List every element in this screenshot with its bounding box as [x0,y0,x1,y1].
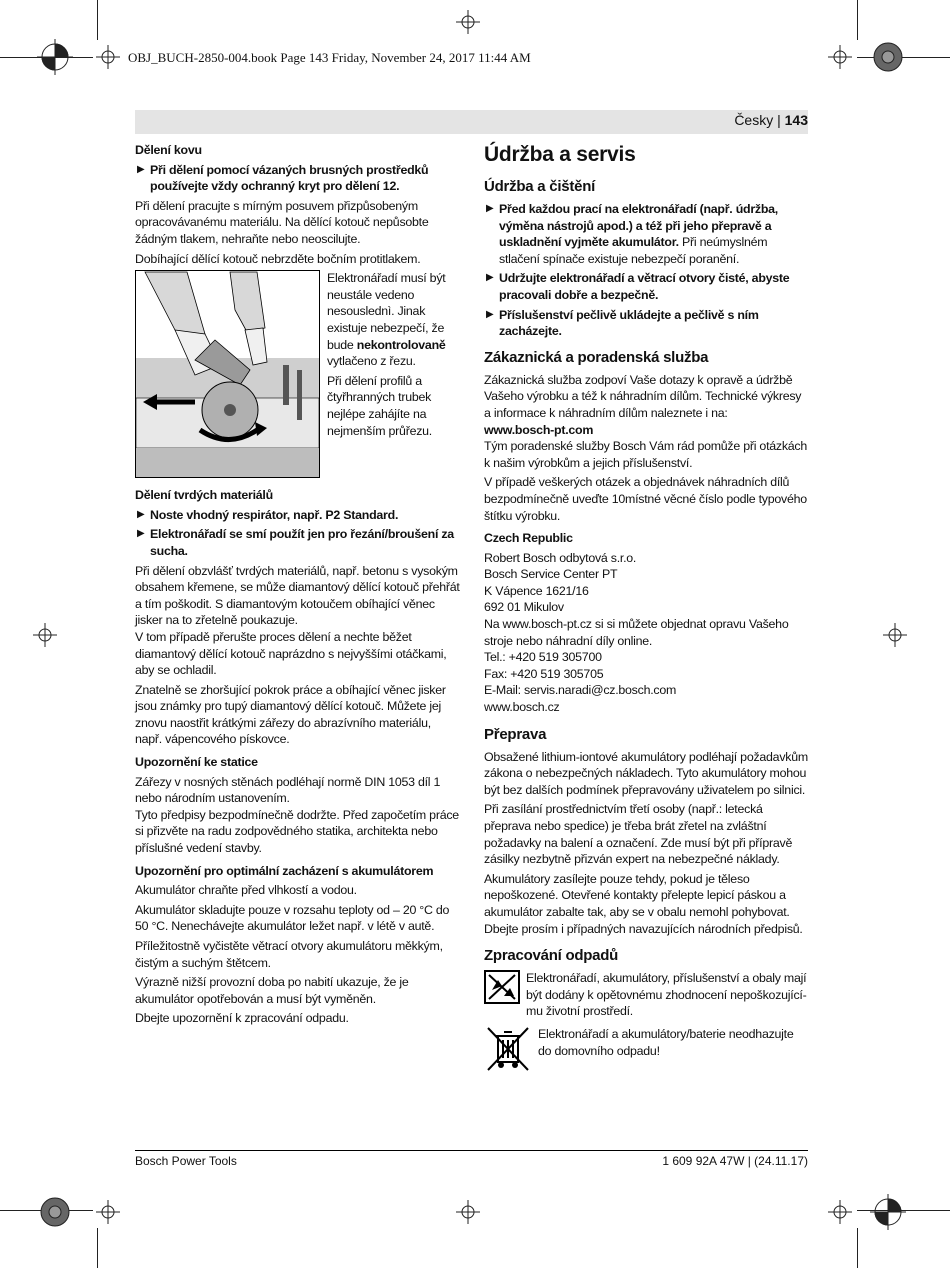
address-company: Robert Bosch odbytová s.r.o. [484,550,637,565]
transport-text-3: Akumulátory zasílejte pouze tehdy, pokud je těleso nepoškozené. Otevřené kontakty přelepte lepicí páskou a akumulátor zabalte tak, aby se v obalu nemohl pohybovat. [484,871,790,919]
accessories-bullet [484,307,808,340]
recycling-symbol-icon [484,970,520,1004]
hard-materials-text-2: V tom případě přerušte proces dělení a nechte běžet diamantový dělící kotouč naprázdno s nejvyššími otáčkami, aby se ochladil. [135,629,447,678]
registration-cross-icon [456,10,480,34]
footer-company: Bosch Power Tools [135,1154,237,1168]
bullet-triangle-icon: ▶ [137,163,145,175]
online-order-text: Na www.bosch-pt.cz si si můžete objednat opravu Vašeho stroje nebo náhradní díly online. [484,617,789,648]
color-wheel-icon [874,43,902,71]
dry-cutting-bullet [135,526,460,559]
country-heading: Czech Republic [484,531,573,546]
recycling-row [484,970,808,1020]
cutting-illustration [135,270,320,478]
metal-cutting-heading: Dělení kovu [135,143,202,157]
transport-heading: Přeprava [484,725,547,743]
bullet-text: Elektronářadí se smí použít jen pro řezání/broušení za sucha. [150,527,454,558]
left-column [135,142,460,1030]
bullet-triangle-icon: ▶ [486,272,494,284]
bullet-text: Při neúmyslném stlačení spínače existuje nebezpečí poranění. [499,235,768,266]
maintenance-cleaning-heading: Údržba a čištění [484,178,596,195]
footer-doc-number: 1 609 92A 47W | (24.11.17) [662,1154,808,1168]
registration-target-icon [37,39,73,75]
statics-heading: Upozornění ke statice [135,755,258,770]
bullet-triangle-icon: ▶ [137,528,145,540]
statics-text: Zářezy v nosných stěnách podléhají normě DIN 1053 díl 1 nebo národním ustanovením. [135,774,441,806]
bullet-triangle-icon: ▶ [486,308,494,320]
guide-tool-text-bold: nekontrolovaně [356,337,446,352]
color-wheel-icon [41,1198,69,1226]
registration-cross-icon [96,1200,120,1224]
metal-cutting-text-2: Dobíhající dělící kotouč nebrzděte bočním protitlakem. [135,251,421,266]
bullet-text: Příslušenství pečlivě ukládejte a pečlivě s ním zacházejte. [499,307,759,339]
no-household-waste-text: Elektronářadí a akumulátory/baterie neodhazujte do domovního odpadu! [538,1026,794,1058]
print-slug: OBJ_BUCH-2850-004.book Page 143 Friday, November 24, 2017 11:44 AM [128,50,531,65]
guide-tool-text-c: vytlačeno z řezu. [327,354,416,369]
bullet-triangle-icon: ▶ [137,508,145,520]
page-header [734,112,808,128]
header-separator: | [773,112,785,128]
registration-target-icon [870,1194,906,1230]
no-household-waste-row [484,1026,808,1072]
transport-text-2: Při zasílání prostřednictvím třetí osoby (např.: letecká přeprava nebo spedice) je třeba brát zřetel na zvláštní požadavky na balení a označení. Zde musí být při přípravě zásilky nezbytně přizván expert na nebezpečné náklady. [484,802,793,867]
battery-text-3: Příležitostně vyčistěte větrací otvory akumulátoru měkkým, čistým a suchým štětcem. [135,939,443,970]
guide-tool-text [327,270,460,370]
customer-service-heading: Zákaznická a poradenská služba [484,348,709,366]
guide-tool-text-a: Elektronářadí musí být neustále vedeno nesouslednì. Jinak existuje nebezpečí, že bude [327,271,446,352]
header-bar [135,110,808,134]
battery-text-5: Dbejte upozornění k zpracování odpadu. [135,1011,349,1026]
address-center: Bosch Service Center PT [484,567,618,582]
registration-cross-icon [456,1200,480,1224]
email: E-Mail: servis.naradi@cz.bosch.com [484,683,677,698]
customer-service-text-3: V případě veškerých otázek a objednávek náhradních dílů bezpodmínečně uveďte 10místné věcné číslo podle typového štítku výrobku. [484,475,807,523]
hard-materials-heading: Dělení tvrdých materiálů [135,488,273,503]
transport-text-4: Dbejte prosím i případných navazujících národních předpisů. [484,921,803,936]
battery-heading: Upozornění pro optimální zacházení s akumulátorem [135,863,434,878]
address-street: K Vápence 1621/16 [484,583,589,598]
metal-cutting-bullet [135,162,460,195]
registration-cross-icon [96,45,120,69]
footer-rule [135,1150,808,1151]
bullet-text: Při dělení pomocí vázaných brusných prostředků používejte vždy ochranný kryt pro dělení 12. [150,162,429,194]
maintenance-service-title: Údržba a servis [484,143,636,166]
phone: Tel.: +420 519 305700 [484,650,602,665]
metal-cutting-text: Při dělení pracujte s mírným posuvem přizpůsobeným opracovávanému materiálu. Na dělící kotouč nepůsobte žádným tlakem, nehraňte nebo neoscilujte. [135,198,429,246]
registration-cross-icon [33,623,57,647]
right-column [484,142,808,1078]
waste-disposal-heading: Zpracování odpadů [484,947,619,965]
transport-text: Obsažené lithium-iontové akumulátory podléhají požadavkům zákona o nebezpečných nákladech. Tyto akumulátory mohou být bez dalších podmínek přepravovány uživatelem po silnici. [484,749,808,797]
recycling-text: Elektronářadí, akumulátory, příslušenství a obaly mají být dodány k opětovnému zhodnocení nepoškozujícímu životní prostředí. [526,971,807,1019]
bullet-text-bold: Před každou prací na elektronářadí (např. údržba, výměna nástrojů apod.) a též při jeho přepravě a uskladnění vyjměte akumulátor. [499,202,779,250]
header-language: Česky [734,112,774,128]
hard-materials-text: Při dělení obzvlášť tvrdých materiálů, např. betonu s vysokým obsahem křemene, se může diamantový dělící kotouč přehřát a tím poškodit. S diamantovým kotoučem obíhající věnec jisker na to zřetelně poukazuje. [135,563,460,628]
bullet-text: Noste vhodný respirátor, např. P2 Standard. [150,507,399,522]
registration-cross-icon [828,1200,852,1224]
crossed-bin-icon [484,1026,532,1072]
profile-cutting-text: Při dělení profilů a čtyřhranných trubek nejlépe zahájíte na nejmenším průřezu. [327,373,432,438]
service-url: www.bosch-pt.com [484,422,594,437]
figure-caption [327,270,460,478]
registration-cross-icon [828,45,852,69]
address-city: 692 01 Mikulov [484,600,564,615]
page-number: 143 [784,112,808,128]
figure-block [135,270,460,478]
registration-cross-icon [883,623,907,647]
statics-text-2: Tyto předpisy bezpodmínečně dodržte. Před započetím práce si přizvěte na radu zodpovědného statika, architekta nebo příslušné vedení stavby. [135,807,459,856]
customer-service-text: Zákaznická služba zodpoví Vaše dotazy k opravě a údržbě Vašeho výrobku a též k náhradním dílům. Technické výkresy a informace k náhradním dílům naleznete i na: [484,372,802,420]
battery-text-2: Akumulátor skladujte pouze v rozsahu teploty od – 20 °C do 50 °C. Nenechávejte akumulátor ležet např. v létě v autě. [135,902,450,934]
fax: Fax: +420 519 305705 [484,666,604,681]
hard-materials-text-3: Znatelně se zhoršující pokrok práce a obíhající věnec jisker jsou známky pro tupý diamantový dělící kotouč. Můžete jej znovu naostřit krátkými zářezy do abrazívního materiálu, např. vápencového pískovce. [135,682,446,747]
remove-battery-bullet [484,201,808,267]
website: www.bosch.cz [484,700,560,715]
battery-text-4: Výrazně nižší provozní doba po nabití ukazuje, že je akumulátor opotřebován a musí být vyměněn. [135,975,409,1006]
bullet-triangle-icon: ▶ [486,203,494,214]
bullet-text: Udržujte elektronářadí a větrací otvory čisté, abyste pracovali dobře a bezpečně. [499,271,790,302]
customer-service-text-2: Tým poradenské služby Bosch Vám rád pomůže při otázkách k našim výrobkům a jejich příslušenství. [484,439,808,470]
battery-text: Akumulátor chraňte před vlhkostí a vodou. [135,883,357,898]
respirator-bullet [135,507,460,524]
keep-clean-bullet [484,270,808,303]
